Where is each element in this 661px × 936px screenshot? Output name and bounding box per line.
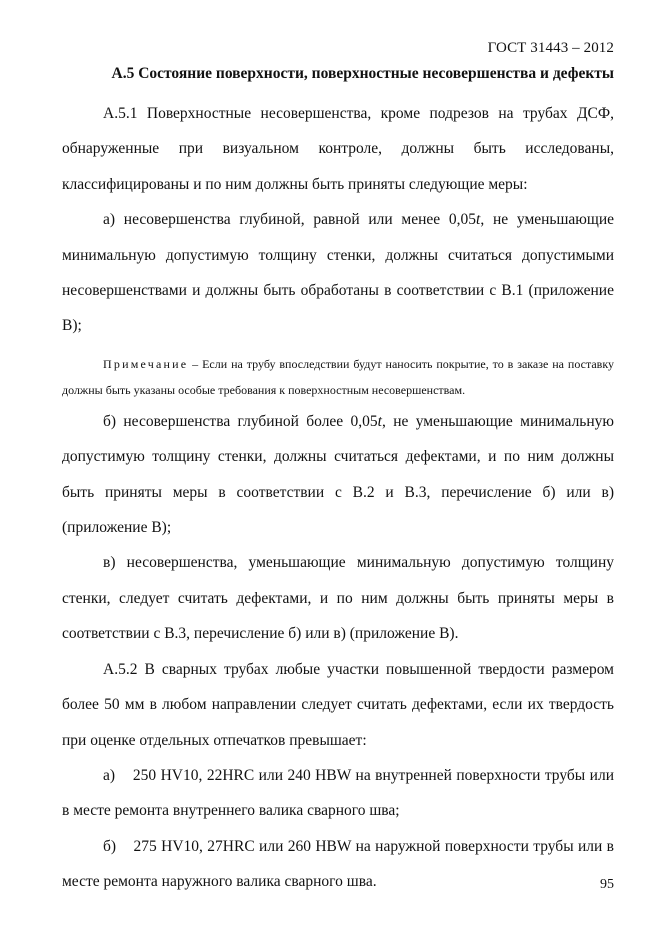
paragraph-a52: А.5.2 В сварных трубах любые участки повышенной твердости размером более 50 мм в любом направлении следует считать дефектами, если их твердость при оценке отдельных отпечатков превышает: xyxy=(62,660,614,749)
list-item-b xyxy=(62,404,614,546)
page-number: 95 xyxy=(600,877,614,892)
paragraph-a51: А.5.1 Поверхностные несовершенства, кроме подрезов на трубах ДСФ, обнаруженные при визуальном контроле, должны быть исследованы, классифицированы и по ним должны быть приняты следующие меры: xyxy=(62,105,614,193)
thickness-variable: t xyxy=(476,211,481,229)
list-item-a-text-cont: , не уменьшающие минимальную допустимую толщину стенки, должны считаться допустимыми несовершенствами и должны быть обработаны в соответствии с В.1 (приложение В); xyxy=(62,211,614,335)
note-text: – Если на трубу впоследствии будут наносить покрытие, то в заказе на поставку должны быть указаны особые требования к поверхностным несовершенствам. xyxy=(62,356,614,397)
note xyxy=(62,351,614,403)
section-title: А.5 Состояние поверхности, поверхностные несовершенства и дефекты xyxy=(111,65,614,82)
note-label: Примечание xyxy=(103,356,189,371)
list-item-b-text: б) несовершенства глубиной более 0,05 xyxy=(103,412,378,430)
thickness-variable: t xyxy=(377,412,382,430)
hardness-item-b: б) 275 HV10, 27HRC или 260 HBW на наружной поверхности трубы или в месте ремонта наружного валика сварного шва. xyxy=(62,837,614,891)
list-item-a-text: а) несовершенства глубиной, равной или менее 0,05 xyxy=(103,211,477,229)
list-item-c: в) несовершенства, уменьшающие минимальную допустимую толщину стенки, следует считать дефектами, и по ним должны быть приняты меры в соответствии с В.3, перечисление б) или в) (приложение В). xyxy=(62,554,614,643)
page-body xyxy=(62,64,614,900)
hardness-item-a: а) 250 HV10, 22HRC или 240 HBW на внутренней поверхности трубы или в месте ремонта внутреннего валика сварного шва; xyxy=(62,766,614,820)
list-item-a xyxy=(62,202,614,344)
standard-header: ГОСТ 31443 – 2012 xyxy=(487,40,614,56)
list-item-b-text-cont: , не уменьшающие минимальную допустимую толщину стенки, должны считаться дефектами, и по ним должны быть приняты меры в соответствии с В.2 и В.3, перечисление б) или в) (приложение В); xyxy=(62,412,614,537)
